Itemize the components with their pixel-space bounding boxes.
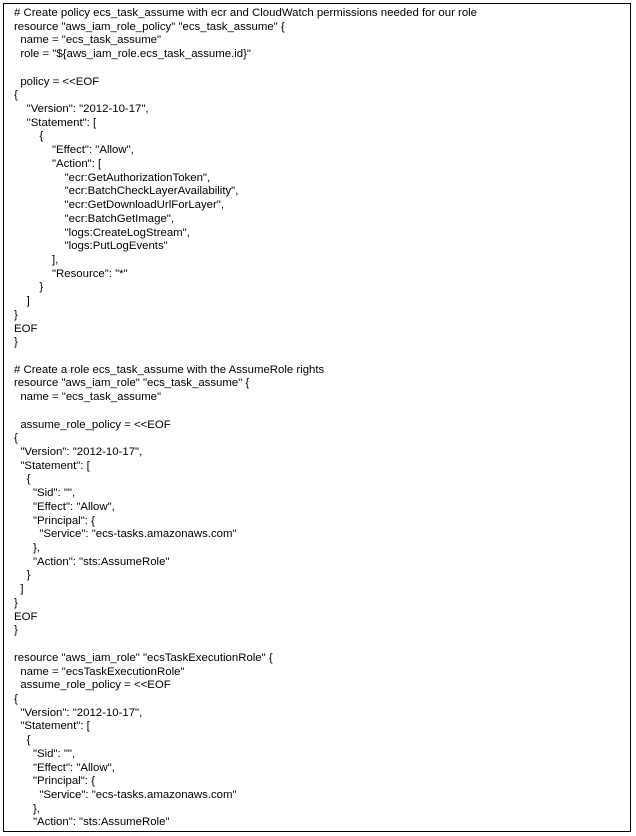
code-line: "logs:CreateLogStream", (14, 226, 190, 239)
code-line: } (14, 308, 18, 321)
code-line (14, 405, 477, 419)
code-line: EOF (14, 322, 38, 335)
code-line: role = "${aws_iam_role.ecs_task_assume.id}" (14, 48, 251, 61)
code-line: "Version": "2012-10-17", (14, 446, 143, 458)
code-line: } (14, 624, 18, 637)
code-line: "Service": "ecs-tasks.amazonaws.com" (14, 528, 237, 541)
code-line: "Resource": "*" (14, 267, 128, 280)
code-line: "Principal": { (14, 775, 95, 788)
code-line: "Principal": { (14, 514, 95, 527)
code-line: { (14, 432, 18, 445)
code-line: { (14, 734, 31, 747)
code-line: { (14, 89, 18, 102)
code-line: policy = <<EOF (14, 75, 100, 88)
code-line: # Create a role ecs_task_assume with the AssumeRole rights (14, 363, 325, 376)
code-line (14, 350, 477, 364)
code-line: "logs:PutLogEvents" (14, 240, 168, 253)
code-line: assume_role_policy = <<EOF (14, 418, 171, 431)
code-line (14, 62, 477, 76)
code-line: "ecr:GetAuthorizationToken", (14, 171, 211, 184)
code-line: "Service": "ecs-tasks.amazonaws.com" (14, 788, 237, 801)
code-line: assume_role_policy = <<EOF (14, 679, 171, 692)
code-line: } (14, 596, 18, 609)
code-line: ], (14, 253, 59, 266)
code-line: resource "aws_iam_role_policy" "ecs_task_assume" { (14, 20, 285, 33)
code-line: "Effect": "Allow", (14, 500, 115, 513)
code-line: { (14, 473, 31, 486)
code-line: "Statement": [ (14, 116, 97, 129)
code-line: "Version": "2012-10-17", (14, 706, 143, 719)
code-line: EOF (14, 610, 38, 623)
code-line: "ecr:GetDownloadUrlForLayer", (14, 199, 225, 212)
code-line: }, (14, 542, 40, 555)
code-line: "Sid": "", (14, 487, 76, 500)
code-line: name = "ecsTaskExecutionRole" (14, 665, 185, 678)
code-line: resource "aws_iam_role" "ecs_task_assume" { (14, 377, 250, 390)
code-line: "Version": "2012-10-17", (14, 103, 149, 116)
code-line: "Action": [ (14, 157, 102, 170)
code-line: "ecr:BatchCheckLayerAvailability", (14, 185, 239, 198)
code-line (14, 638, 477, 652)
code-document-frame (3, 3, 631, 832)
code-line: } (14, 336, 18, 349)
code-line: "Sid": "", (14, 747, 76, 760)
code-line: "Effect": "Allow", (14, 144, 134, 157)
code-line: } (14, 281, 44, 294)
code-line: name = "ecs_task_assume" (14, 34, 162, 47)
code-line: "Effect": "Allow", (14, 761, 115, 774)
code-line: # Create policy ecs_task_assume with ecr and CloudWatch permissions needed for our role (14, 7, 478, 19)
code-line: "Statement": [ (14, 720, 90, 733)
code-line: name = "ecs_task_assume" (14, 391, 162, 404)
code-line: ] (14, 295, 30, 308)
code-line: "Action": "sts:AssumeRole" (14, 555, 170, 568)
code-line: resource "aws_iam_role" "ecsTaskExecutionRole" { (14, 651, 273, 664)
code-line: } (14, 569, 31, 582)
code-line: ] (14, 583, 24, 596)
code-line: "Statement": [ (14, 459, 90, 472)
code-line: { (14, 692, 18, 705)
code-line: }, (14, 802, 40, 815)
terraform-code-block (14, 7, 477, 830)
code-line: "ecr:BatchGetImage", (14, 212, 175, 225)
code-line: "Action": "sts:AssumeRole" (14, 816, 170, 829)
code-line: { (14, 130, 44, 143)
